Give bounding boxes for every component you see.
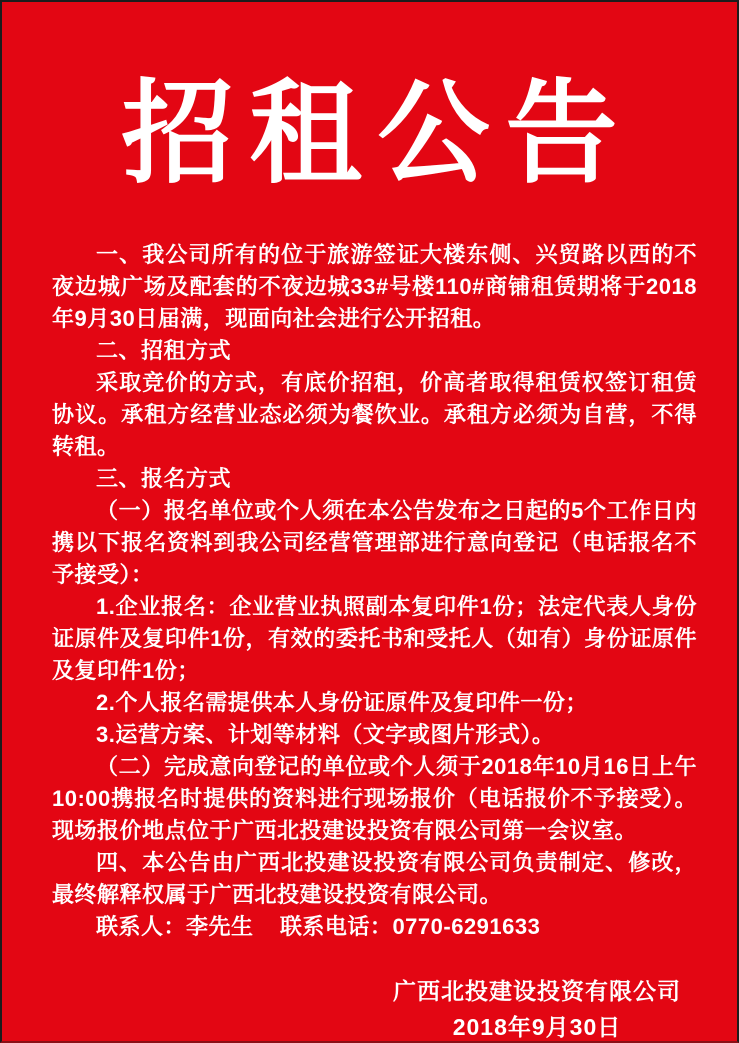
para-interpretation-rights: 四、本公告由广西北投建设投资有限公司负责制定、修改，最终解释权属于广西北投建设投资有限公司。: [52, 849, 697, 907]
heading-rental-method: 二、招租方式: [96, 337, 232, 363]
list-item-company-registration: 1.企业报名：企业营业执照副本复印件1份；法定代表人身份证原件及复印件1份，有效的委托书和受托人（如有）身份证原件及复印件1份；: [52, 593, 697, 683]
contact-person-label: 联系人：: [96, 913, 187, 939]
poster-body: [2, 239, 737, 943]
heading-registration-method: 三、报名方式: [96, 465, 232, 491]
signature-company: 广西北投建设投资有限公司: [393, 977, 681, 1004]
para-rental-method: 采取竞价的方式，有底价招租，价高者取得租赁权签订租赁协议。承租方经营业态必须为餐饮业。承租方必须为自营，不得转租。: [52, 369, 697, 459]
list-item-individual-registration: 2.个人报名需提供本人身份证原件及复印件一份；: [96, 689, 588, 715]
para-registration-deadline: （一）报名单位或个人须在本公告发布之日起的5个工作日内携以下报名资料到我公司经营管理部进行意向登记（电话报名不予接受）：: [52, 497, 697, 587]
signature-date: 2018年9月30日: [452, 1013, 622, 1040]
contact-phone-number: 0770-6291633: [392, 913, 541, 939]
para-property-intro: 一、我公司所有的位于旅游签证大楼东侧、兴贸路以西的不夜边城广场及配套的不夜边城33#号楼110#商铺租赁期将于2018年9月30日届满，现面向社会进行公开招租。: [52, 241, 697, 331]
signature-block: [393, 973, 681, 1043]
contact-person-name: 李先生: [186, 913, 254, 939]
contact-line: [52, 911, 697, 943]
contact-phone-label: 联系电话：: [279, 913, 393, 939]
list-item-operation-plan: 3.运营方案、计划等材料（文字或图片形式）。: [96, 721, 555, 747]
para-onsite-bidding: （二）完成意向登记的单位或个人须于2018年10月16日上午10:00携报名时提供的资料进行现场报价（电话报价不予接受）。现场报价地点位于广西北投建设投资有限公司第一会议室。: [52, 753, 697, 843]
poster-title: 招租公告: [121, 68, 634, 199]
